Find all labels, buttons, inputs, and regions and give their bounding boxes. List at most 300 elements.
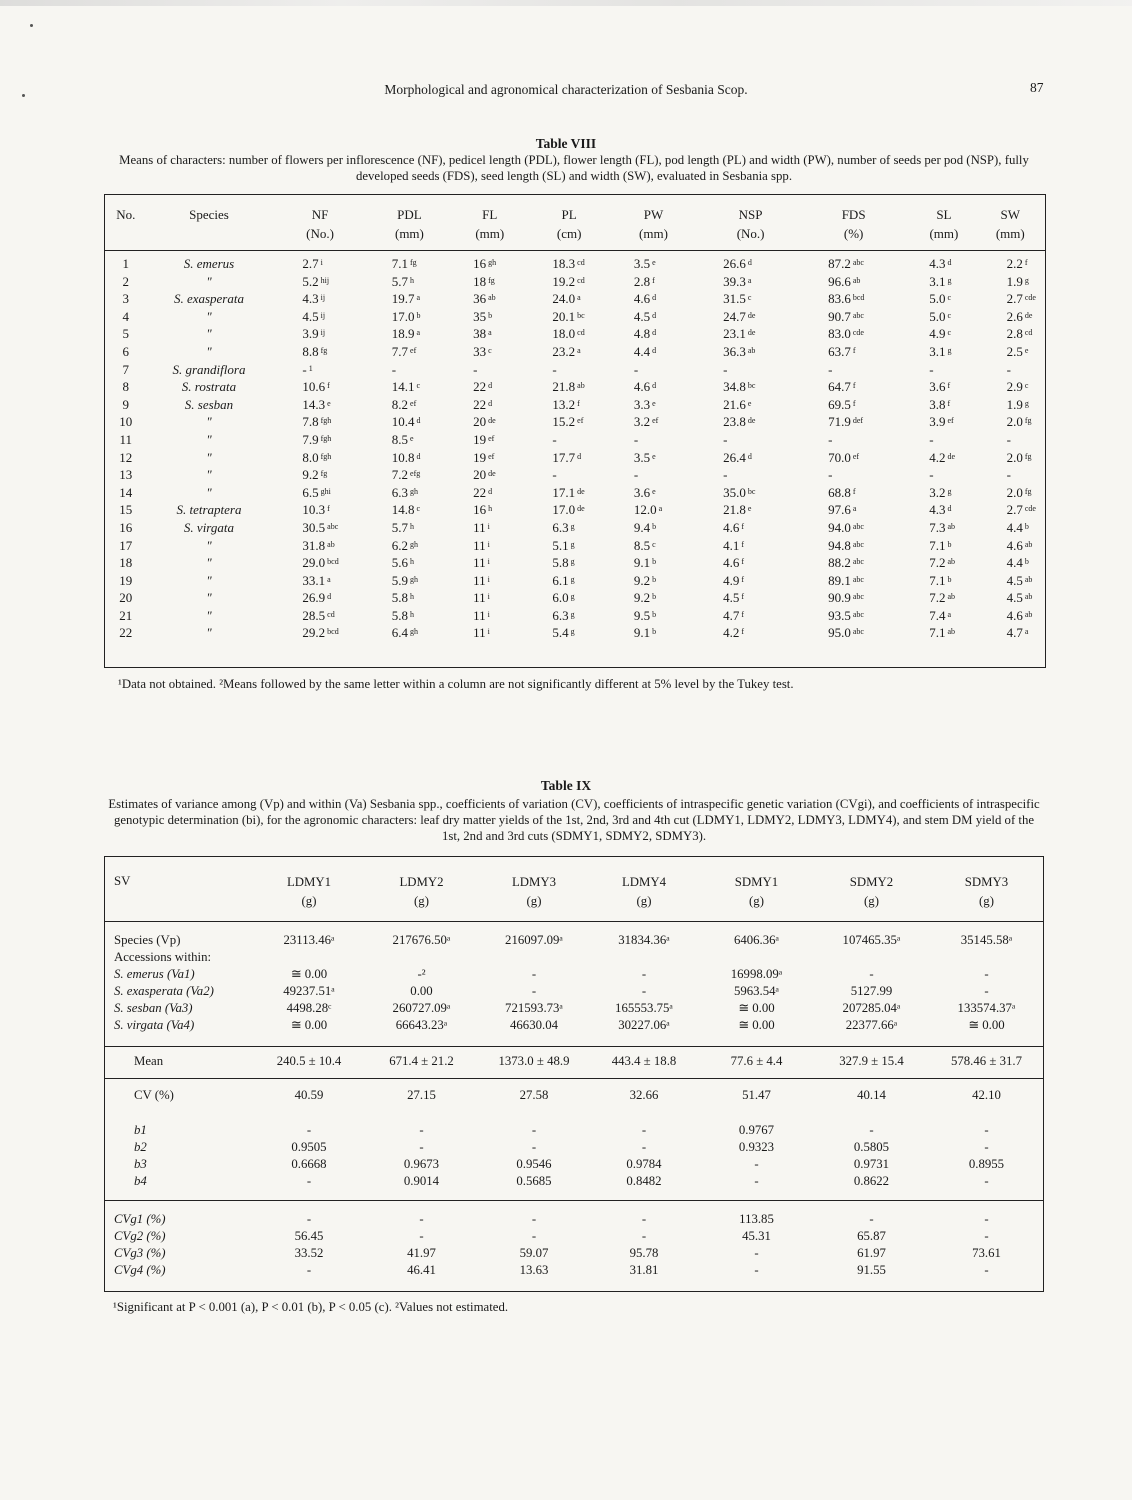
table9-title: Table IX xyxy=(540,778,592,793)
col-unit: (g) xyxy=(526,894,542,908)
table8-cell xyxy=(610,325,697,343)
col-unit: (g) xyxy=(749,894,764,908)
cell-value: 5.7 xyxy=(391,519,409,535)
significance-letters: f xyxy=(741,521,745,531)
significance-letters: fgh xyxy=(320,433,332,443)
table8-cell xyxy=(697,589,804,607)
table9-cell: 5963.54ᵃ xyxy=(733,984,780,998)
significance-letters: b xyxy=(652,557,657,567)
table8-cell xyxy=(697,572,804,590)
table8-cell xyxy=(697,624,804,642)
table8-row xyxy=(106,396,1036,414)
table9-cell: 0.5805 xyxy=(853,1140,890,1154)
significance-letters: a xyxy=(416,328,421,338)
table8-cell xyxy=(804,343,903,361)
table9-cell: 27.58 xyxy=(519,1088,549,1102)
table8-cell xyxy=(368,501,451,519)
table8-cell xyxy=(368,255,451,273)
row-label: S. exasperata (Va2) xyxy=(114,984,214,998)
significance-letters: abc xyxy=(852,310,864,320)
col-name: LDMY4 xyxy=(621,875,667,889)
significance-letters: f xyxy=(1024,258,1028,267)
col-unit: (g) xyxy=(636,894,652,908)
significance-letters: f xyxy=(741,627,745,637)
table9-cell: - xyxy=(641,1140,647,1154)
cell-value: 2.0 xyxy=(1006,414,1023,430)
table8-cell xyxy=(610,607,697,625)
table8-cell xyxy=(804,537,903,555)
table8-col-header xyxy=(985,205,1036,243)
col-unit: (No.) xyxy=(306,226,334,241)
table9-cell: - xyxy=(641,1229,647,1243)
table9-cell: - xyxy=(531,1140,537,1154)
significance-letters: de xyxy=(577,486,585,496)
table8-cell xyxy=(903,572,984,590)
table8-cell xyxy=(528,396,609,414)
table8-cell xyxy=(528,361,609,379)
significance-letters: ab xyxy=(1024,539,1033,549)
significance-letters: e xyxy=(747,504,752,514)
col-name: PW xyxy=(643,207,664,222)
species-name: S. sesban xyxy=(184,396,234,412)
cell-value: 2.7 xyxy=(1006,291,1023,307)
row-number: 9 xyxy=(122,396,130,412)
row-label: b2 xyxy=(134,1140,147,1154)
significance-letters: d xyxy=(327,592,332,602)
cell-value: 9.1 xyxy=(633,625,651,641)
table8-cell xyxy=(985,343,1036,361)
table8-col-header xyxy=(106,205,146,243)
table8-cell xyxy=(804,554,903,572)
b-row xyxy=(104,1139,1044,1156)
variance-row xyxy=(104,966,1044,983)
table8-cell xyxy=(368,519,451,537)
significance-letters: i xyxy=(487,574,490,584)
table9-cell: 578.46 ± 31.7 xyxy=(950,1054,1022,1068)
cell-value: 23.1 xyxy=(723,326,746,342)
table8-cell xyxy=(903,537,984,555)
table9-cell: 30227.06ᵃ xyxy=(618,1018,670,1032)
table8-cell xyxy=(451,325,528,343)
table8-cell xyxy=(804,589,903,607)
table8-cell xyxy=(697,484,804,502)
table9-cell: - xyxy=(641,984,647,998)
cell-value: 6.5 xyxy=(302,484,319,500)
cell-value: 4.1 xyxy=(723,537,740,553)
cell-value: 8.8 xyxy=(302,343,319,359)
significance-letters: i xyxy=(487,609,490,619)
row-number: 8 xyxy=(122,379,130,395)
cell-value: 18.3 xyxy=(552,256,576,271)
table8-cell xyxy=(697,273,804,291)
significance-letters: c xyxy=(947,310,952,320)
table8-col-header xyxy=(272,205,367,243)
col-name: SDMY1 xyxy=(734,875,779,889)
significance-letters: ef xyxy=(488,433,495,443)
table9-cell: - xyxy=(754,1263,759,1277)
significance-letters: b xyxy=(1024,521,1029,531)
cell-value: 7.8 xyxy=(302,414,319,430)
col-name: SDMY2 xyxy=(849,875,894,889)
significance-letters: ef xyxy=(488,451,495,461)
cell-value: 87.2 xyxy=(828,256,851,271)
species-name: " xyxy=(206,343,212,359)
cell-value: 2.8 xyxy=(1006,326,1023,342)
significance-letters: a xyxy=(658,504,663,514)
cell-value: 4.6 xyxy=(723,519,740,535)
significance-letters: de xyxy=(747,416,756,426)
col-name: LDMY1 xyxy=(286,875,332,889)
cell-value: 20 xyxy=(473,414,487,430)
species-name: " xyxy=(206,326,212,342)
table8-cell xyxy=(451,501,528,519)
cell-value: 5.8 xyxy=(552,555,569,571)
table8-cell xyxy=(272,378,367,396)
table9-cell: 22377.66ᵃ xyxy=(845,1018,898,1032)
table8-col-header xyxy=(528,205,609,243)
table8-cell xyxy=(368,378,451,396)
col-unit: (No.) xyxy=(736,226,765,241)
species-name: " xyxy=(206,590,212,606)
table9-cell: 73.61 xyxy=(972,1246,1001,1260)
significance-letters: b xyxy=(652,521,657,531)
cell-value: 35 xyxy=(473,308,487,324)
significance-letters: e xyxy=(652,398,656,408)
col-name: NSP xyxy=(738,207,763,222)
significance-letters: g xyxy=(570,521,575,531)
table8-cell xyxy=(368,273,451,291)
significance-letters: a xyxy=(416,293,421,303)
table8-cell xyxy=(451,624,528,642)
significance-letters: g xyxy=(570,557,575,567)
significance-letters: i xyxy=(487,627,490,637)
table8-cell xyxy=(697,308,804,326)
table9-col-header xyxy=(479,867,589,911)
cell-value: 19 xyxy=(473,449,487,465)
table8-cell xyxy=(804,484,903,502)
table8-cell xyxy=(451,378,528,396)
significance-letters: c xyxy=(416,504,421,514)
significance-letters: h xyxy=(410,592,415,602)
cell-value: 3.9 xyxy=(929,414,946,430)
cell-value: 6.3 xyxy=(391,484,409,500)
significance-letters: ab xyxy=(327,539,335,549)
significance-letters: abc xyxy=(852,258,864,267)
table8-col-header xyxy=(146,205,273,243)
table9-cell: 4498.28ᶜ xyxy=(286,1001,332,1015)
significance-letters: de xyxy=(577,504,585,514)
variance-row xyxy=(104,949,1044,966)
cell-value: 6.3 xyxy=(552,607,569,623)
col-unit: (%) xyxy=(843,226,864,241)
cell-value: 4.5 xyxy=(302,308,319,324)
significance-letters: ef xyxy=(410,398,417,408)
row-label: Mean xyxy=(134,1054,164,1068)
cell-value: 4.5 xyxy=(723,590,740,606)
cell-value: 5.0 xyxy=(929,291,946,307)
cell-value: 11 xyxy=(473,555,486,571)
significance-letters: h xyxy=(410,557,415,567)
table8-row xyxy=(106,484,1036,502)
table8-cell xyxy=(368,449,451,467)
col-name: No. xyxy=(116,207,136,222)
table9-cell: - xyxy=(419,1123,424,1137)
cell-value: 19 xyxy=(473,431,487,447)
col-name: FDS xyxy=(841,207,866,222)
row-label: b3 xyxy=(134,1157,147,1171)
table9-cell: - xyxy=(419,1140,424,1154)
table8-cell xyxy=(610,396,697,414)
page-number: 87 xyxy=(1030,80,1044,95)
cell-value: 64.7 xyxy=(828,379,851,395)
table9-cell: 45.31 xyxy=(742,1229,771,1243)
table9-cell: 0.6668 xyxy=(291,1157,327,1171)
col-unit: (mm) xyxy=(639,226,668,241)
significance-letters: d xyxy=(652,293,657,303)
cell-value: 69.5 xyxy=(828,396,851,412)
table9-cell: - xyxy=(984,967,989,981)
cell-value: - xyxy=(473,361,478,377)
table9-cell: ≅ 0.00 xyxy=(290,1018,328,1032)
significance-letters: a xyxy=(852,504,857,514)
significance-letters: cde xyxy=(1024,293,1036,303)
significance-letters: ef xyxy=(652,416,659,426)
table8-cell xyxy=(985,466,1036,484)
table8-row xyxy=(106,361,1036,379)
species-name: " xyxy=(206,449,212,465)
table8-cell xyxy=(804,624,903,642)
table9-cell: 0.5685 xyxy=(516,1174,552,1188)
row-number: 21 xyxy=(119,607,133,623)
cell-value: 3.9 xyxy=(302,326,319,342)
table9-col-header xyxy=(699,867,814,911)
table8-cell xyxy=(697,290,804,308)
table9-cell: 56.45 xyxy=(294,1229,324,1243)
significance-letters: abc xyxy=(852,539,864,549)
species-name: " xyxy=(206,607,212,623)
significance-letters: b xyxy=(488,310,493,320)
table9-cell: 13.63 xyxy=(519,1263,549,1277)
table9-cell: - xyxy=(984,1123,989,1137)
cell-value: 3.8 xyxy=(929,396,946,412)
significance-letters: f xyxy=(852,486,856,496)
table8-cell xyxy=(610,343,697,361)
table8-cell xyxy=(903,343,984,361)
table9-cell: 46.41 xyxy=(407,1263,436,1277)
table8-cell xyxy=(610,378,697,396)
significance-letters: d xyxy=(652,328,657,338)
table8-cell xyxy=(985,589,1036,607)
table8-cell xyxy=(903,255,984,273)
cell-value: 9.2 xyxy=(302,467,319,483)
cell-value: 89.1 xyxy=(828,572,851,588)
cell-value: - xyxy=(929,431,934,447)
table8-cell xyxy=(528,589,609,607)
cell-value: 18.9 xyxy=(391,326,415,342)
table9-cell: 41.97 xyxy=(407,1246,436,1260)
table8-cell xyxy=(903,290,984,308)
table8-footnote: ¹Data not obtained. ²Means followed by the same letter within a column are not significantly different at 5% level by the Tukey test. xyxy=(118,677,794,691)
row-number: 18 xyxy=(119,555,133,571)
table8-cell xyxy=(610,290,697,308)
cell-value: 3.6 xyxy=(929,379,946,395)
table8-row xyxy=(106,308,1036,326)
significance-letters: d xyxy=(747,258,752,267)
cell-value: 3.5 xyxy=(633,256,651,271)
significance-letters: cde xyxy=(1024,504,1036,514)
table8-cell xyxy=(985,413,1036,431)
cell-value: 29.0 xyxy=(302,555,326,571)
table9-cell: - xyxy=(869,1212,874,1226)
row-number: 15 xyxy=(119,502,133,518)
table9-cell: 0.9767 xyxy=(738,1123,775,1137)
table9-cell: - xyxy=(984,984,989,998)
significance-letters: bcd xyxy=(327,627,339,637)
table8-cell xyxy=(528,255,609,273)
table8-cell xyxy=(903,519,984,537)
cell-value: 22 xyxy=(473,484,487,500)
table9-cell: 217676.50ᵃ xyxy=(392,933,451,947)
cell-value: 34.8 xyxy=(723,379,746,395)
table8-cell xyxy=(272,361,367,379)
cell-value: 5.8 xyxy=(391,607,409,623)
table9-cell: 0.9546 xyxy=(516,1157,552,1171)
table9-col-header xyxy=(929,867,1044,911)
table8-row xyxy=(106,466,1036,484)
table8-cell xyxy=(610,413,697,431)
species-name: S. exasperata xyxy=(173,291,244,307)
col-unit: (mm) xyxy=(394,226,424,241)
table8-cell xyxy=(528,343,609,361)
significance-letters: d xyxy=(652,345,657,355)
table8-cell xyxy=(272,501,367,519)
col-name: NF xyxy=(311,207,329,222)
table9-cell: 671.4 ± 21.2 xyxy=(389,1054,454,1068)
b-row xyxy=(104,1156,1044,1173)
table8 xyxy=(106,205,1036,642)
significance-letters: d xyxy=(488,486,493,496)
table8-row xyxy=(106,413,1036,431)
cell-value: 7.7 xyxy=(391,343,409,359)
table8-cell xyxy=(528,273,609,291)
significance-letters: fg xyxy=(320,469,328,479)
row-number: 17 xyxy=(119,537,133,553)
table8-cell xyxy=(610,501,697,519)
significance-letters: a xyxy=(577,345,581,355)
cell-value: 3.2 xyxy=(633,414,651,430)
significance-letters: ab xyxy=(947,592,956,602)
row-number: 22 xyxy=(119,625,133,641)
table8-body xyxy=(106,243,1036,642)
row-number: 6 xyxy=(122,343,130,359)
cell-value: 4.6 xyxy=(633,291,651,307)
cell-value: 8.0 xyxy=(302,449,319,465)
table9-cell: 42.10 xyxy=(972,1088,1001,1102)
table8-row xyxy=(106,449,1036,467)
cell-value: 16 xyxy=(473,256,487,271)
cell-value: 17.7 xyxy=(552,449,576,465)
cell-value: 4.7 xyxy=(1006,625,1023,641)
table8-cell xyxy=(697,255,804,273)
table8-cell xyxy=(985,396,1036,414)
table9-cell: 77.6 ± 4.4 xyxy=(730,1054,783,1068)
species-name: " xyxy=(206,431,212,447)
table8-cell xyxy=(804,466,903,484)
cell-value: 2.0 xyxy=(1006,484,1023,500)
significance-letters: ef xyxy=(947,416,954,426)
cell-value: - xyxy=(723,361,728,377)
cell-value: 11 xyxy=(473,537,486,553)
cell-value: 31.5 xyxy=(723,291,746,307)
cell-value: 9.2 xyxy=(633,572,651,588)
b-row xyxy=(104,1122,1044,1139)
species-name: " xyxy=(206,555,212,571)
table9-cell: 0.8622 xyxy=(853,1174,890,1188)
significance-letters: f xyxy=(577,398,580,408)
table8-cell xyxy=(804,361,903,379)
cell-value: - xyxy=(929,467,934,483)
significance-letters: f xyxy=(947,381,951,391)
cell-value: 5.1 xyxy=(552,537,569,553)
table9-col-header xyxy=(254,867,364,911)
cvg-row xyxy=(104,1262,1044,1279)
cell-value: 5.8 xyxy=(391,590,409,606)
significance-letters: d xyxy=(416,416,421,426)
significance-letters: a xyxy=(747,275,752,285)
table8-cell xyxy=(804,431,903,449)
row-label: S. emerus (Va1) xyxy=(114,967,195,981)
cell-value: 23.2 xyxy=(552,343,576,359)
table9-cell: 0.8482 xyxy=(626,1174,662,1188)
cell-value: 97.6 xyxy=(828,502,851,518)
row-label: S. sesban (Va3) xyxy=(114,1001,193,1015)
table8-cell xyxy=(368,361,451,379)
cell-value: 2.6 xyxy=(1006,308,1023,324)
table9-separator xyxy=(104,1034,1044,1047)
table9-cell: 260727.09ᵃ xyxy=(392,1001,451,1015)
significance-letters: ab xyxy=(577,381,585,391)
significance-letters: abc xyxy=(852,627,864,637)
species-name: S. emerus xyxy=(183,256,235,271)
table8-cell xyxy=(528,554,609,572)
significance-letters: e xyxy=(410,433,414,443)
table9-cell: - xyxy=(531,984,537,998)
significance-letters: cd xyxy=(577,275,585,285)
table8-cell xyxy=(528,325,609,343)
table8-cell xyxy=(903,624,984,642)
significance-letters: f xyxy=(652,275,655,285)
table8-cell xyxy=(528,466,609,484)
table8-cell xyxy=(985,308,1036,326)
cell-value: 31.8 xyxy=(302,537,326,553)
table9-cell: - xyxy=(419,1212,424,1226)
table9-cell: 31834.36ᵃ xyxy=(618,933,670,947)
table9-cell: 721593.73ᵃ xyxy=(505,1001,563,1015)
cell-value: 95.0 xyxy=(828,625,851,641)
significance-letters: e xyxy=(327,398,331,408)
significance-letters: b xyxy=(947,539,952,549)
table8-cell xyxy=(903,449,984,467)
scan-edge-noise xyxy=(0,0,1132,6)
cell-value: 10.6 xyxy=(302,379,326,395)
cell-value: 7.1 xyxy=(929,572,946,588)
table8-cell xyxy=(368,466,451,484)
table9 xyxy=(104,867,1044,1279)
table9-cell: 33.52 xyxy=(294,1246,324,1260)
significance-letters: de xyxy=(747,310,756,320)
table9-cell: 0.9323 xyxy=(738,1140,775,1154)
row-number: 11 xyxy=(119,431,133,447)
